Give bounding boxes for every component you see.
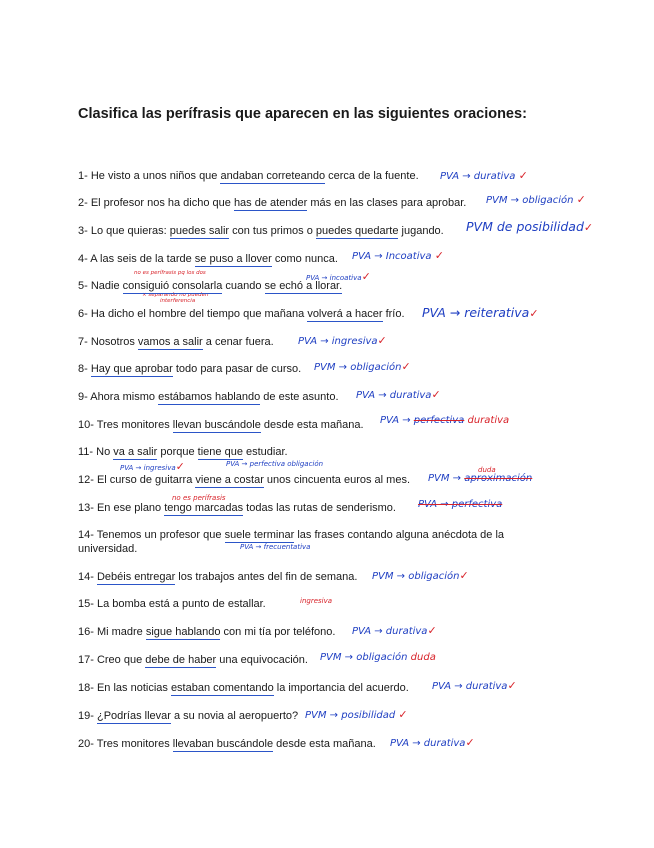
underlined-periphrasis: sigue hablando <box>145 626 221 638</box>
underlined-periphrasis: debe de haber <box>145 654 217 666</box>
sentence-14 <box>78 529 504 542</box>
check-icon: ✓ <box>529 307 539 320</box>
sentence-text: 3- Lo que quieras: <box>78 225 170 237</box>
sentence-text: 8- <box>78 363 91 375</box>
sentence-2 <box>78 197 466 210</box>
sentence-text: 2- El profesor nos ha dicho que <box>78 197 234 209</box>
annotation-6: PVA → reiterativa✓ <box>422 305 539 320</box>
annotation-15-red: ingresiva <box>300 597 333 605</box>
sentence-text: 11- No <box>78 446 114 458</box>
check-icon: ✓ <box>427 624 437 637</box>
check-icon: ✓ <box>518 169 528 182</box>
sentence-text: 17- Creo que <box>78 654 146 666</box>
underlined-periphrasis: tiene que <box>197 446 243 458</box>
check-icon: ✓ <box>459 569 469 582</box>
sentence-text: 20- Tres monitores <box>78 738 173 750</box>
sentence-17 <box>78 654 308 667</box>
underlined-periphrasis: viene a costar <box>195 474 264 486</box>
underlined-periphrasis: se echó a llorar. <box>264 280 343 292</box>
sentence-text: cerca de la fuente. <box>325 170 419 182</box>
annotation-18: PVA → durativa✓ <box>432 679 517 692</box>
underlined-periphrasis: tengo marcadas <box>164 502 244 514</box>
sentence-20 <box>78 738 376 751</box>
annotation-1: PVA → durativa ✓ <box>440 169 528 182</box>
check-icon: ✓ <box>401 360 411 373</box>
sentence-text: desde esta mañana. <box>260 419 364 431</box>
sentence-text: 18- En las noticias <box>78 682 171 694</box>
annotation-13-red: no es perífrasis <box>172 494 226 502</box>
underlined-periphrasis: vamos a salir <box>137 336 203 348</box>
sentence-text: 10- Tres monitores <box>78 419 173 431</box>
sentence-text: 4- A las seis de la tarde <box>78 253 195 265</box>
sentence-text: 14- Tenemos un profesor que <box>78 529 225 541</box>
sentence-text: 5- Nadie <box>78 280 123 292</box>
sentence-text: unos cincuenta euros al mes. <box>263 474 411 486</box>
sentence-3 <box>78 225 444 238</box>
sentence-1 <box>78 170 419 183</box>
sentence-11 <box>78 446 288 459</box>
sentence-text: 9- Ahora mismo <box>78 391 159 403</box>
annotation-19: PVM → posibilidad ✓ <box>305 708 408 721</box>
underlined-periphrasis: estábamos hablando <box>158 391 261 403</box>
sentence-text: más en las clases para aprobar. <box>307 197 467 209</box>
annotation-8: PVM → obligación✓ <box>314 360 411 373</box>
underlined-periphrasis: Hay que aprobar <box>90 363 173 375</box>
underlined-periphrasis: andaban correteando <box>220 170 326 182</box>
annotation-3: PVM de posibilidad✓ <box>466 219 594 234</box>
sentence-18 <box>78 682 409 695</box>
check-icon: ✓ <box>361 270 371 283</box>
sentence-text: con tus primos o <box>229 225 316 237</box>
sentence-text: estudiar. <box>242 446 288 458</box>
sentence-text: 14- <box>78 571 97 583</box>
underlined-periphrasis: puedes salir <box>169 225 230 237</box>
check-icon: ✓ <box>583 221 594 234</box>
annotation-11b: PVA → perfectiva obligación <box>226 460 324 468</box>
sentence-14b <box>78 571 357 584</box>
check-icon: ✓ <box>507 679 517 692</box>
sentence-text: 15- La bomba está a punto de estallar. <box>78 598 266 610</box>
sentence-14-cont: universidad. <box>78 543 138 555</box>
sentence-text: 12- El curso de guitarra <box>78 474 196 486</box>
page-title: Clasifica las perífrasis que aparecen en las siguientes oraciones: <box>78 106 527 122</box>
underlined-periphrasis: llevaban buscándole <box>172 738 274 750</box>
sentence-text: a su novia al aeropuerto? <box>170 710 299 722</box>
sentence-text: 6- Ha dicho el hombre del tiempo que mañana <box>78 308 308 320</box>
sentence-text: porque <box>157 446 198 458</box>
annotation-2: PVM → obligación ✓ <box>486 193 586 206</box>
sentence-text: 1- He visto a unos niños que <box>78 170 221 182</box>
sentence-text: la importancia del acuerdo. <box>273 682 409 694</box>
sentence-text: como nunca. <box>271 253 338 265</box>
sentence-8 <box>78 363 301 376</box>
sentence-text: 7- Nosotros <box>78 336 138 348</box>
sentence-15 <box>78 598 266 611</box>
sentence-text: 13- En ese plano <box>78 502 165 514</box>
annotation-5-red: no es perífrasis pq los dos <box>134 270 206 276</box>
underlined-periphrasis: Debéis entregar <box>96 571 176 583</box>
annotation-5: PVA → incoativa✓ <box>306 270 371 283</box>
sentence-12 <box>78 474 410 487</box>
underlined-periphrasis: volverá a hacer <box>307 308 383 320</box>
annotation-12-red: duda <box>478 466 496 474</box>
annotation-17: PVM → obligación duda <box>320 652 436 663</box>
annotation-4: PVA → Incoativa ✓ <box>352 249 444 262</box>
sentence-10 <box>78 419 364 432</box>
underlined-periphrasis: consiguió consolarla <box>122 280 223 292</box>
annotation-14b: PVM → obligación✓ <box>372 569 469 582</box>
sentence-13 <box>78 502 396 515</box>
annotation-9: PVA → durativa✓ <box>356 388 441 401</box>
underlined-periphrasis: va a salir <box>113 446 158 458</box>
check-icon: ✓ <box>576 193 586 206</box>
annotation-14: PVA → frecuentativa <box>240 543 311 551</box>
sentence-text: de este asunto. <box>260 391 339 403</box>
annotation-11a: PVA → ingresiva✓ <box>120 460 185 473</box>
sentence-6 <box>78 308 405 321</box>
underlined-periphrasis: ¿Podrías llevar <box>96 710 171 722</box>
check-icon: ✓ <box>175 460 185 473</box>
sentence-text: los trabajos antes del fin de semana. <box>175 571 358 583</box>
sentence-text: frío. <box>382 308 405 320</box>
sentence-text: cuando <box>222 280 265 292</box>
sentence-7 <box>78 336 274 349</box>
sentence-4 <box>78 253 338 266</box>
check-icon: ✓ <box>465 736 475 749</box>
sentence-text: las frases contando alguna anécdota de la <box>294 529 505 541</box>
sentence-9 <box>78 391 339 404</box>
sentence-text: 16- Mi madre <box>78 626 146 638</box>
sentence-16 <box>78 626 335 639</box>
sentence-text: desde esta mañana. <box>273 738 376 750</box>
check-icon: ✓ <box>398 708 408 721</box>
annotation-10: PVA → perfectiva durativa <box>380 415 510 426</box>
underlined-periphrasis: puedes quedarte <box>315 225 399 237</box>
sentence-text: a cenar fuera. <box>202 336 274 348</box>
sentence-text: con mi tía por teléfono. <box>220 626 336 638</box>
check-icon: ✓ <box>431 388 441 401</box>
underlined-periphrasis: estaban comentando <box>170 682 274 694</box>
sentence-text: jugando. <box>398 225 444 237</box>
check-icon: ✓ <box>377 334 387 347</box>
sentence-text: todo para pasar de curso. <box>172 363 302 375</box>
underlined-periphrasis: se puso a llover <box>194 253 272 265</box>
annotation-20: PVA → durativa✓ <box>390 736 475 749</box>
underlined-periphrasis: suele terminar <box>224 529 295 541</box>
check-icon: ✓ <box>434 249 444 262</box>
sentence-19 <box>78 710 298 723</box>
sentence-text: todas las rutas de senderismo. <box>243 502 396 514</box>
annotation-7: PVA → ingresiva✓ <box>298 334 387 347</box>
annotation-13: PVA → perfectiva <box>418 499 503 510</box>
underlined-periphrasis: llevan buscándole <box>172 419 261 431</box>
annotation-5-red-note: × separando no pueden interferencia <box>142 292 209 304</box>
annotation-16: PVA → durativa✓ <box>352 624 437 637</box>
underlined-periphrasis: has de atender <box>233 197 308 209</box>
annotation-12: PVM → aproximación <box>428 473 533 484</box>
sentence-text: una equivocación. <box>216 654 308 666</box>
sentence-text: 19- <box>78 710 97 722</box>
sentence-5 <box>78 280 342 293</box>
